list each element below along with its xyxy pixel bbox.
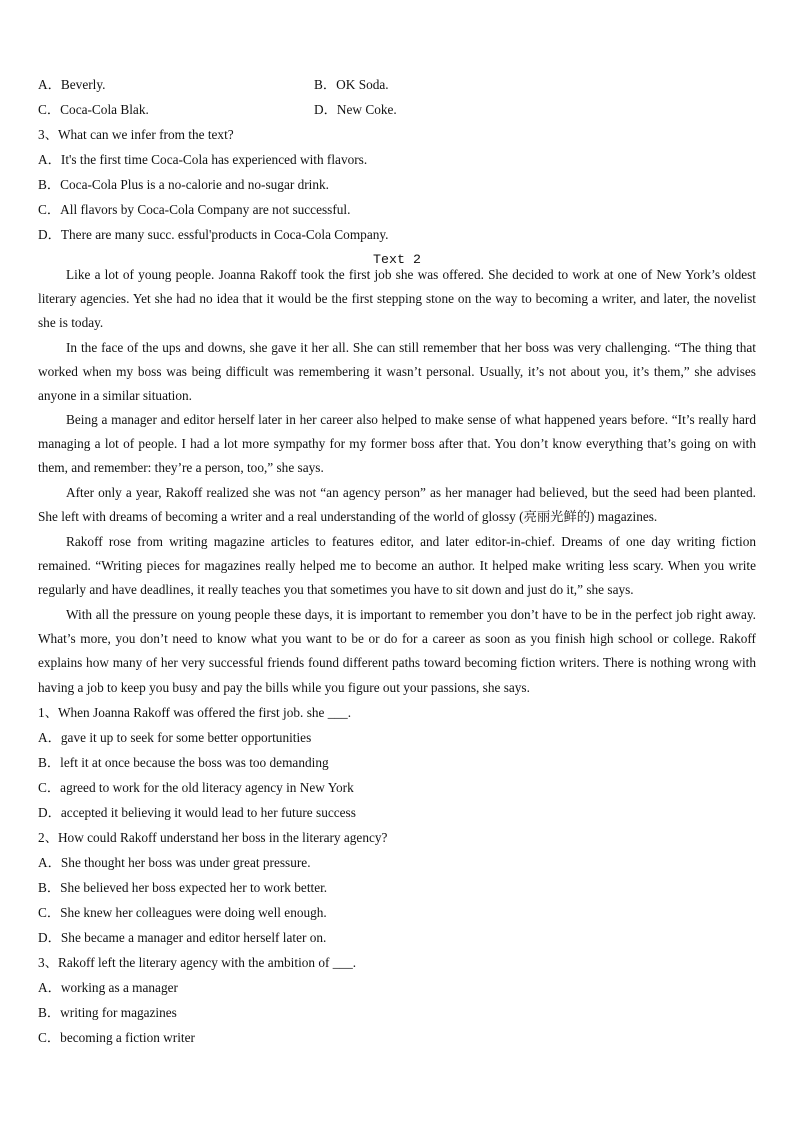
option-b: B．writing for magazines [38, 1005, 177, 1020]
prev-option-a: A．Beverly. [38, 77, 106, 92]
question-stem: 3、What can we infer from the text? [38, 127, 234, 142]
question-stem: 3、Rakoff left the literary agency with the ambition of ___. [38, 955, 357, 970]
option-a: A．She thought her boss was under great pressure. [38, 855, 311, 870]
question-stem: 2、How could Rakoff understand her boss in the literary agency? [38, 830, 388, 845]
option-d: D．She became a manager and editor herself later on. [38, 930, 327, 945]
paragraph: Being a manager and editor herself later in her career also helped to make sense of what happened years before. “It’s really hard managing a lot of people. I had a lot more sympathy for my former boss after that. You don’t know everything that’s going on with them, and remember: they’re a person, too,” she says. [38, 412, 756, 476]
option-d: D．There are many succ. essful'products in Coca-Cola Company. [38, 227, 389, 242]
paragraph: With all the pressure on young people these days, it is important to remember you don’t have to be in the perfect job right away. What’s more, you don’t need to know what you want to be or do for a career as soon as you finish high school or college. Rakoff explains how many of her very successful friends found different paths toward becoming fiction writers. There is nothing wrong with having a job to keep you busy and pay the bills while you figure out your passions, she says. [38, 607, 756, 695]
option-c: C．becoming a fiction writer [38, 1030, 195, 1045]
option-c: C．agreed to work for the old literacy agency in New York [38, 780, 354, 795]
paragraph: In the face of the ups and downs, she gave it her all. She can still remember that her boss was very challenging. “The thing that worked when my boss was being difficult was remembering it wasn’t personal. Usually, it’s not about you, it’s them,” she advises anyone in a similar situation. [38, 340, 756, 404]
option-d: D．accepted it believing it would lead to her future success [38, 805, 356, 820]
option-a: A．It's the first time Coca-Cola has experienced with flavors. [38, 152, 368, 167]
paragraph: After only a year, Rakoff realized she was not “an agency person” as her manager had believed, but the seed had been planted. She left with dreams of becoming a writer and a real understanding of the world of glossy (亮丽光鲜的) magazines. [38, 485, 756, 525]
question-stem: 1、When Joanna Rakoff was offered the first job. she ___. [38, 705, 352, 720]
prev-option-b: B．OK Soda. [314, 77, 389, 92]
option-a: A．working as a manager [38, 980, 178, 995]
option-a: A．gave it up to seek for some better opportunities [38, 730, 312, 745]
option-b: B．left it at once because the boss was too demanding [38, 755, 329, 770]
paragraph: Rakoff rose from writing magazine articles to features editor, and later editor-in-chief. Dreams of one day writing fiction remained. “Writing pieces for magazines really helped me to become an author. It helped make writing less scary. When you write regularly and have deadlines, it really teaches you that sometimes you have to sit down and just do it,” she says. [38, 534, 756, 598]
option-b: B．Coca-Cola Plus is a no-calorie and no-sugar drink. [38, 177, 329, 192]
option-c: C．All flavors by Coca-Cola Company are not successful. [38, 202, 351, 217]
option-b: B．She believed her boss expected her to work better. [38, 880, 328, 895]
prev-option-c: C．Coca-Cola Blak. [38, 102, 149, 117]
option-c: C．She knew her colleagues were doing well enough. [38, 905, 327, 920]
prev-option-d: D．New Coke. [314, 102, 397, 117]
paragraph: Like a lot of young people. Joanna Rakoff took the first job she was offered. She decided to work at one of New York’s oldest literary agencies. Yet she had no idea that it would be the first stepping stone on the way to becoming a writer, and later, the novelist she is today. [38, 267, 756, 331]
section-heading: Text 2 [373, 252, 421, 267]
